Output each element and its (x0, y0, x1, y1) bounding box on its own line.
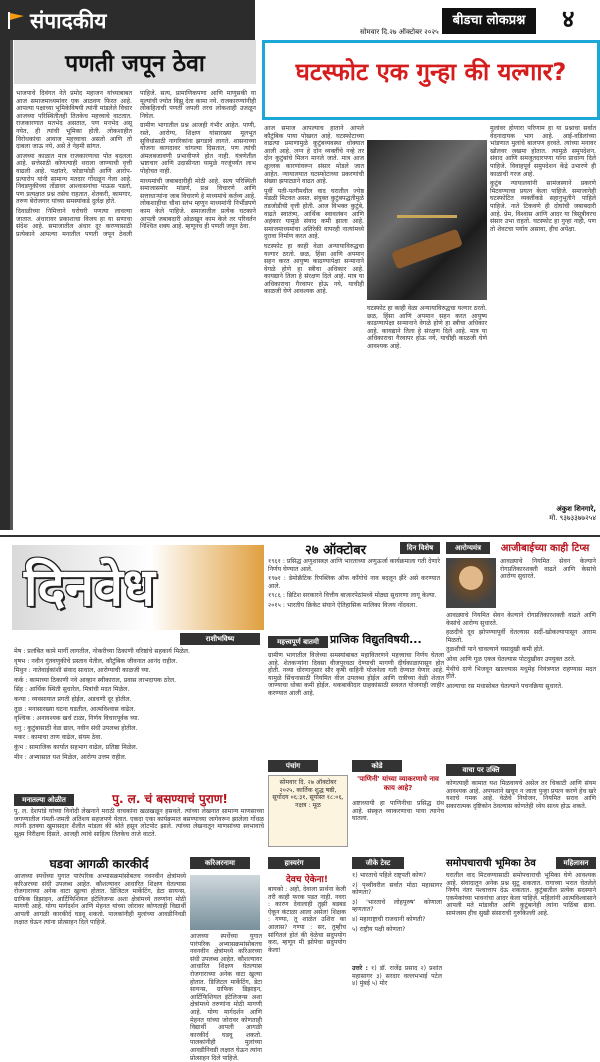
editorial-paragraph: दिवाळीच्या निमित्ताने घरोघरी पणत्या लावल्या जातात. अंधारावर प्रकाशाचा विजय हा या सणाचा संदेश आहे. समाजातील अंधार दूर करण्यासाठी प्रत्येकाने आपल्या मनातील पणती जपून ठेवली पाहिजे. सत्य, प्रामाणिकपणा आणि माणुसकी या मूल्यांची ज्योत विझू देता कामा नये. राजकारण्यांनीही लोकहिताची पणती जपली तरच लोकशाही उजळून निघेल. (16, 90, 256, 238)
samupdeshan-tag: महिलासन (556, 857, 596, 869)
signature-block (490, 505, 596, 523)
horoscope-item: मेष : प्रलंबित कामे मार्गी लागतील, नोकरीच्या ठिकाणी वरिष्ठांचे सहकार्य मिळेल. (14, 648, 190, 655)
editorial-headline: पणती जपून ठेवा (65, 51, 205, 77)
article-paragraph: घटस्फोट हा काही वेळा अन्यायाविरुद्धचा यल्गार ठरतो. छळ, हिंसा आणि अपमान सहन करत आयुष्य काढण्यापेक्षा सन्मानाने वेगळे होणे हा स्त्रीचा अधिकार आहे. कायद्याने तिला हे संरक्षण दिले आहे. मात्र या अधिकाराचा गैरवापर होऊ नये, याचीही काळजी घेणे आवश्यक आहे. (367, 305, 487, 350)
horoscope-item: सिंह : आर्थिक स्थिती सुधारेल, मित्रांची मदत मिळेल. (14, 686, 130, 694)
horoscope-item: कर्क : कामाच्या ठिकाणी नवे आव्हान स्वीकाराल, प्रवास लाभदायक ठरेल. (14, 676, 177, 684)
gk-questions (352, 872, 442, 962)
article-col-2 (490, 125, 596, 530)
page-number: ४ (562, 5, 575, 33)
advice-body: कोणत्याही कामात यश मिळवायचे असेल तर चिकाटी आणि संयम आवश्यक आहे. अपयशाने खचून न जाता पुन्हा प्रयत्न करणे हेच खरे यशाचे गमक आहे. वेळेचे नियोजन, नियमित सराव आणि सकारात्मक दृष्टिकोन ठेवल्यास कोणतेही ध्येय साध्य होऊ शकते. (446, 780, 596, 810)
day-special-tag: दिन विशेष (400, 542, 440, 554)
career-body: आजच्या स्पर्धेच्या युगात पारंपरिक अभ्यासक्रमांसोबतच नवनवीन क्षेत्रांमध्ये करिअरच्या संधी उपलब्ध आहेत. कौशल्यावर आधारित शिक्षण घेतल्यास रोजगाराच्या अनेक वाटा खुल्या होतात. डिजिटल मार्केटिंग, डेटा सायन्स, ग्राफिक डिझाइन, आर्टिफिशियल इंटेलिजन्स अशा क्षेत्रांमध्ये तरुणांना मोठी मागणी आहे. योग्य मार्गदर्शन आणि मेहनत यांच्या जोरावर कोणताही विद्यार्थी आपली आगळी कारकीर्द घडवू शकतो. पालकांनीही मुलांच्या आवडीनिवडी लक्षात घेऊन त्यांना प्रोत्साहन दिले पाहिजे. (14, 873, 186, 926)
horoscope-item: मिथुन : नातेवाईकांशी संवाद साधाल, आरोग्याची काळजी घ्या. (14, 667, 151, 675)
article-headline: घटस्फोट एक गुन्हा की यल्गार? (295, 58, 567, 86)
horoscope-item: वृश्चिक : अनावश्यक खर्च टाळा, निर्णय विचारपूर्वक घ्या. (14, 715, 140, 723)
editorial-paragraph: आजच्या काळात मात्र राजकारणाचा पोत बदलला आहे. सत्तेसाठी कोणत्याही थराला जाण्याची वृत्ती वाढली आहे. पक्षांतरे, फोडाफोडी आणि आरोप-प्रत्यारोप यांनी सामान्य मतदार गोंधळून गेला आहे. निवडणुकीच्या तोंडावर आश्वासनांचा पाऊस पडतो, पण प्रत्यक्षात प्रश्न तसेच राहतात. शेतकरी, कामगार, तरुण बेरोजगार यांच्या समस्यांकडे दुर्लक्ष होते. (16, 152, 132, 206)
crossword-title: 'पाणिनी' यांच्या व्याकरणाचे नाव काय आहे? (357, 775, 439, 792)
event-item: १९७१ : डेमोक्रॅटिक रिपब्लिक ऑफ काँगोचे नाव बदलून झैरे असे करण्यात आले. (268, 575, 440, 590)
section-title: संपादकीय (30, 9, 107, 33)
pu-la-title: पु. ल. चं बसण्याचं पुराण! (112, 792, 228, 806)
advice-tag: वाचा पर उक्ति (446, 764, 516, 776)
prajik-title: प्राजिक विद्युतविषयी... (330, 633, 422, 646)
horoscope-item: कुंभ : सामाजिक कार्यात सहभाग वाढेल, प्रतिष्ठा मिळेल. (14, 743, 138, 751)
prajik-body: ग्रामीण भागातील विजेच्या समस्यांबाबत महावितरणने महत्त्वाचा निर्णय घेतला आहे. शेतकऱ्यांना दिवसा वीजपुरवठा देण्याची मागणी दीर्घकाळापासून होत होती. नव्या धोरणानुसार सौर कृषी वाहिनी योजनेला गती देण्यात येणार आहे. यामुळे सिंचनासाठी नियमित वीज उपलब्ध होईल आणि रात्रीच्या वेळी शेतात जाण्याचा धोका कमी होईल. थकबाकीदार ग्राहकांसाठी सवलत योजनाही जाहीर करण्यात आली आहे. (268, 652, 444, 697)
article-paragraph: मुलांवर होणारा परिणाम हा या प्रश्नाचा सर्वात वेदनादायक भाग आहे. आई-वडिलांच्या भांडणात मुलांचे बालपण हरवते. त्यांच्या मनावर खोलवर जखमा होतात. त्यामुळे समुपदेशन, संवाद आणि समजूतदारपणा यांना प्राधान्य दिले पाहिजे. विवाहपूर्व समुपदेशन केंद्रे उभारणे ही काळाची गरज आहे. (490, 125, 596, 178)
article-paragraph: घटस्फोट हा काही वेळा अन्यायाविरुद्धचा यल्गार ठरतो. छळ, हिंसा आणि अपमान सहन करत आयुष्य काढण्यापेक्षा सन्मानाने वेगळे होणे हा स्त्रीचा अधिकार आहे. कायद्याने तिला हे संरक्षण दिले आहे. मात्र या अधिकाराचा गैरवापर होऊ नये, याचीही काळजी घेणे आवश्यक आहे. (264, 242, 364, 296)
panchang-box (268, 775, 348, 847)
career-body-2: आजच्या स्पर्धेच्या युगात पारंपरिक अभ्यासक्रमांसोबतच नवनवीन क्षेत्रांमध्ये करिअरच्या संधी उपलब्ध आहेत. कौशल्यावर आधारित शिक्षण घेतल्यास रोजगाराच्या अनेक वाटा खुल्या होतात. डिजिटल मार्केटिंग, डेटा सायन्स, ग्राफिक डिझाइन, आर्टिफिशियल इंटेलिजन्स अशा क्षेत्रांमध्ये तरुणांना मोठी मागणी आहे. योग्य मार्गदर्शन आणि मेहनत यांच्या जोरावर कोणताही विद्यार्थी आपली आगळी कारकीर्द घडवू शकतो. पालकांनीही मुलांच्या आवडीनिवडी लक्षात घेऊन त्यांना प्रोत्साहन दिले पाहिजे. (190, 933, 262, 1062)
tip-item: तुळशीची पाने चावल्याने घसादुखी कमी होते. (446, 646, 545, 654)
gk-tag: जीके टेस्ट (352, 857, 404, 869)
gk-question: ३) 'भारताचे लोहपुरुष' कोणाला म्हणतात? (352, 898, 442, 914)
section-divider (0, 535, 600, 537)
article-paragraph: कुटुंब न्यायालयांनी सामंजस्याने प्रकरणे मिटवण्याचा प्रयत्न केला पाहिजे. समाजानेही घटस्फोटित व्यक्तींकडे सहानुभूतीने पाहिले पाहिजे. नाते टिकवणे ही दोघांची जबाबदारी आहे. प्रेम, विश्वास आणि आदर या त्रिसूत्रीवरच संसार उभा राहतो. घटस्फोट हा गुन्हा नाही, पण तो शेवटचा पर्याय असावा, हीच अपेक्षा. (490, 180, 596, 233)
article-paragraph: आज समाज आपल्याच हाताने आपले कौटुंबिक पाया पोखरत आहे. घटस्फोटाच्या वाढत्या प्रमाणामुळे कुटुंबव्यवस्था धोक्यात आली आहे. लग्न हे दोन व्यक्तींचे नव्हे तर दोन कुटुंबांचे मिलन मानले जाते. मात्र आज क्षुल्लक कारणांवरून संसार मोडले जात आहेत. न्यायालयात घटस्फोटाच्या प्रकरणांची संख्या झपाट्याने वाढत आहे. (264, 125, 364, 186)
section-header (0, 0, 255, 40)
tip-item: ओवा आणि गूळ एकत्र घेतल्यास पोटदुखीवर उपयुक्त ठरते. (446, 655, 576, 663)
editorial-paragraph: ग्रामीण भागातील प्रश्न आजही गंभीर आहेत. पाणी, रस्ते, आरोग्य, शिक्षण यांसारख्या मूलभूत सुविधांसाठी नागरिकांना झगडावे लागते. शासनाच्या योजना कागदावर चांगल्या दिसतात, पण त्यांची अंमलबजावणी प्रभावीपणे होत नाही. यंत्रणेतील भ्रष्टाचार आणि उदासीनता यामुळे गरजूंपर्यंत लाभ पोहोचत नाही. (140, 122, 256, 175)
crossword-body: अष्टाध्यायी हा पाणिनीचा प्रसिद्ध ग्रंथ आहे. संस्कृत व्याकरणाचा पाया त्यानेच घातला. (352, 800, 444, 823)
samupdeshan-body: घरातील वाद मिटवण्यासाठी समोपचाराची भूमिका घेणे आवश्यक आहे. संवादातून अनेक प्रश्न सुटू शकतात. रागाच्या भरात घेतलेले निर्णय नंतर पश्चात्ताप देऊ शकतात. कुटुंबातील प्रत्येक सदस्याने एकमेकांच्या भावनांचा आदर केला पाहिजे. महिलांनी आत्मविश्वासाने आपली मते मांडावीत आणि कुटुंबानेही त्यांना पाठिंबा द्यावा. सामंजस्य हीच सुखी संसाराची गुरुकिल्ली आहे. (446, 872, 597, 917)
tips-title: आजीबाईच्या काही टिप्स (500, 543, 590, 554)
date-header: २७ ऑक्टोबर (304, 543, 367, 558)
tip-item: आवळ्याचे नियमित सेवन केल्याने रोगप्रतिकारशक्ती वाढते आणि केसांचे आरोग्य सुधारते. (446, 612, 596, 627)
events-list (268, 558, 440, 630)
horoscope-item: धनु : कुटुंबासाठी वेळ द्याल, नवीन संधी उपलब्ध होतील. (14, 724, 138, 732)
article-col-1 (264, 125, 364, 530)
gavel-icon (391, 229, 463, 270)
editorial-body (16, 90, 256, 530)
gk-answers-title: उत्तरे : (352, 965, 368, 972)
author-phone: मो. ९३७३३७७२५४ (549, 514, 596, 522)
career-title: घडवा आगळी कारकीर्द (49, 857, 149, 871)
newspaper-name: बीडचा लोकप्रश्न (442, 8, 536, 34)
pu-la-body: पु. ल. देशपांडे यांच्या विनोदी लेखनाने मराठी वाचकांना खळखळून हसवले. त्यांच्या लेखनात सामान्य माणसाच्या जगण्यातील गंमती-जमती अतिशय सहजपणे येतात. एकदा एका कार्यक्रमात बसण्याच्या जागेवरून झालेला गोंधळ त्यांनी इतक्या खुमासदार शैलीत मांडला की श्रोते हसून लोटपोट झाले. त्यांच्या लेखनातून माणसांच्या स्वभावाचे सूक्ष्म निरीक्षण दिसते. आजही त्यांचे साहित्य तितकेच ताजे वाटते. (14, 808, 264, 838)
event-item: १९८६ : ब्रिटिश सरकारने वित्तीय बाजारपेठांमध्ये मोठ्या सुधारणा लागू केल्या. (268, 592, 437, 600)
justice-photo (367, 140, 487, 300)
article-col-mid (367, 305, 487, 505)
horoscope-tag: राशीभविष्य (180, 633, 260, 645)
gk-question: ४) महाराष्ट्राची राजधानी कोणती? (352, 915, 426, 923)
masthead (262, 0, 600, 40)
article-paragraph: पूर्वी पती-पत्नीमधील वाद घरातील ज्येष्ठ मंडळी मिटवत असत. संयुक्त कुटुंबपद्धतीमुळे तडजोडीची वृत्ती होती. आज विभक्त कुटुंबे, वाढते स्वातंत्र्य, आर्थिक स्वावलंबन आणि अहंकार यामुळे संवाद कमी झाला आहे. समाजमाध्यमांचा अतिरेकी वापरही नात्यांमध्ये दुरावा निर्माण करत आहे. (264, 187, 364, 241)
dinvedh-title: दिनवेध (24, 558, 155, 618)
important-news-tag: महत्त्वपूर्ण बातमी (268, 636, 328, 648)
tip-item: हळदीचे दूध झोपण्यापूर्वी घेतल्यास सर्दी-खोकल्यापासून आराम मिळतो. (446, 629, 596, 644)
horoscope-item: कन्या : व्यवसायात प्रगती होईल, अडचणी दूर होतील. (14, 695, 132, 703)
horoscope-item: मीन : अभ्यासात यश मिळेल, आरोग्य उत्तम राहील. (14, 753, 127, 761)
event-item: २०१५ : भारतीय क्रिकेट संघाने ऐतिहासिक मालिका विजय नोंदवला. (268, 601, 418, 609)
horoscope-item: वृषभ : नवीन गुंतवणुकीचे प्रस्ताव येतील, कौटुंबिक जीवनात आनंद राहील. (14, 657, 178, 665)
scale-icon (397, 165, 457, 218)
editorial-headline-box (14, 40, 256, 84)
author-name: अंकुश शिनगारे, (556, 505, 596, 513)
date-line: सोमवार दि.२७ ऑक्टोबर २०२५ (360, 28, 439, 36)
event-item: १९६१ : प्रसिद्ध अणुशास्त्रज्ञ आणि भारताच्या अणुऊर्जा कार्यक्रमाला गती देणारे निर्णय घेण्यात आले. (268, 558, 440, 573)
career-tag: करिअरनामा (190, 857, 250, 869)
editorial-paragraph: भाजपाचे दिवंगत नेते प्रमोद महाजन यांच्याबाबत आज समाजमाध्यमांवर एक आठवण फिरत आहे. आपल्या पक्षाच्या भूमिकेविषयी त्यांनी मांडलेले विचार आजच्या परिस्थितीतही तितकेच महत्त्वाचे वाटतात. राजकारणात मतभेद असतात, पण मनभेद असू नयेत, ही त्यांची भूमिका होती. लोकशाहीत विरोधकांचा आवाज महत्त्वाचा असतो आणि तो दाबला जाऊ नये, असे ते नेहमी सांगत. (16, 90, 132, 151)
flag-icon (6, 10, 26, 30)
gk-question: ५) राष्ट्रीय पक्षी कोणता? (352, 925, 406, 933)
tip-item: आवळ्याचे नियमित सेवन केल्याने रोगप्रतिकारशक्ती वाढते आणि केसांचे आरोग्य सुधारते. (500, 558, 596, 581)
samupdeshan-title: समोपचाराची भूमिका ठेव (446, 858, 536, 869)
pu-la-tag: मनातल्या ओळीत (14, 794, 74, 806)
gk-answers (352, 965, 442, 998)
grandma-photo (446, 558, 496, 608)
gk-question: २) पृथ्वीवरील सर्वात मोठा महासागर कोणता? (352, 881, 442, 897)
article-headline-box (262, 40, 600, 120)
horoscope-list (14, 648, 264, 788)
gk-answers-text: १) डॉ. राजेंद्र प्रसाद २) प्रशांत महासागर ३) सरदार वल्लभभाई पटेल ४) मुंबई ५) मोर (352, 965, 442, 988)
career-photo (190, 875, 260, 930)
funny-body: बायको : अहो, देवाला प्रार्थना केली तरी काही फरक पडत नाही. नवरा : कारण देवालाही तुझी बडबड ऐकून कंटाळा आला असेल! शिक्षक : गण्या, तू शाळेत उशिरा का आलास? गण्या : सर, तुम्हीच सांगितलं होतं की वेळेचा सदुपयोग करा, म्हणून मी झोपेचा सदुपयोग केला! (268, 886, 346, 954)
side-band (0, 40, 10, 530)
horoscope-item: मकर : कामाचा ताण वाढेल, संयम ठेवा. (14, 734, 103, 742)
tips-list-top (500, 558, 596, 608)
side-band-inner (10, 40, 13, 530)
panchang-text: सोमवार दि. २७ ऑक्टोबर २०२५, कार्तिक शुद्ध षष्ठी, सूर्योदय ०६:३१, सूर्यास्त १८:०६, नक्षत्र : मूळ (272, 779, 344, 809)
gk-question: १) भारताचे पहिले राष्ट्रपती कोण? (352, 872, 427, 879)
dinvedh-banner (12, 545, 264, 630)
tip-item: आल्याचा रस मधासोबत घेतल्याने पचनक्रिया सुधारते. (446, 682, 564, 690)
health-tag: आरोग्यमंत्र (446, 542, 490, 554)
editorial-paragraph: माध्यमांची जबाबदारीही मोठी आहे. सत्य परिस्थिती समाजासमोर मांडणे, प्रश्न विचारणे आणि सत्ताधाऱ्यांना जाब विचारणे हे माध्यमांचे कर्तव्य आहे. लोकशाहीचा चौथा स्तंभ म्हणून माध्यमांनी निर्भीडपणे काम केले पाहिजे. समाजातील प्रत्येक घटकाने आपली जबाबदारी ओळखून काम केले तर परिवर्तन निश्चित शक्य आहे. म्हणूनच ही पणती जपून ठेवा. (140, 177, 257, 231)
tip-item: मेथीचे दाणे भिजवून खाल्ल्यास मधुमेह नियंत्रणात राहण्यास मदत होते. (446, 665, 596, 681)
funny-tag: हास्यरंग (268, 857, 320, 869)
crossword-tag: कोडे (352, 760, 402, 772)
horoscope-item: तूळ : मनासारख्या घटना घडतील, आत्मविश्वास वाढेल. (14, 705, 136, 713)
tips-list (446, 612, 596, 760)
funny-title: देवच ऐकेना! (286, 875, 328, 885)
panchang-tag: पंचांग (268, 760, 318, 772)
